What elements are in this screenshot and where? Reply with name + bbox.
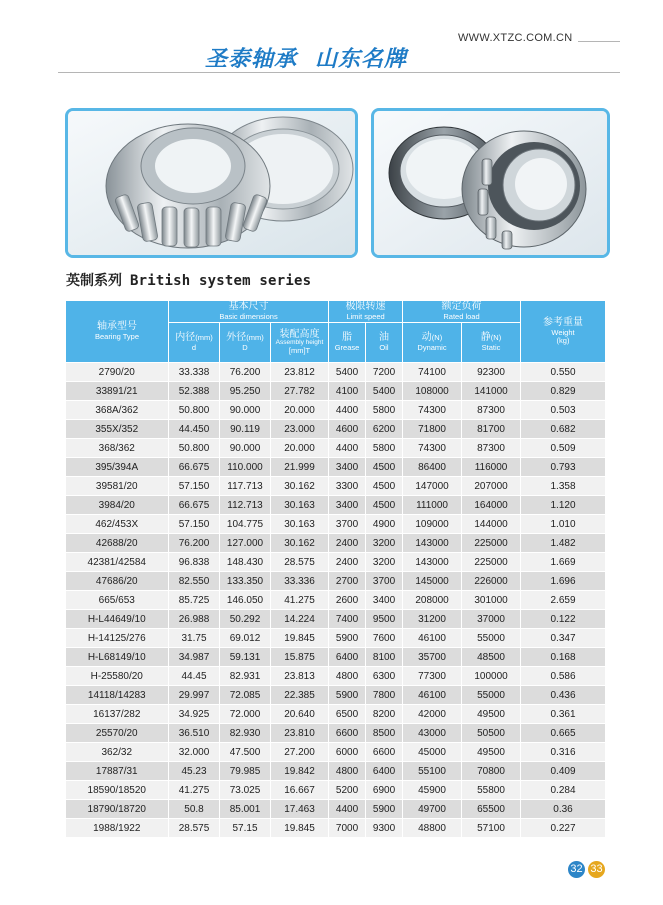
table-cell: 96.838 [169,553,220,572]
table-cell: 4100 [329,382,366,401]
table-cell: 0.436 [521,686,606,705]
table-cell: 41.275 [271,591,329,610]
table-cell: 301000 [462,591,521,610]
table-cell: 9500 [366,610,403,629]
table-cell: 5800 [366,439,403,458]
table-cell: 49500 [462,705,521,724]
table-cell: 208000 [403,591,462,610]
table-cell: 16137/282 [66,705,169,724]
table-cell: 145000 [403,572,462,591]
table-cell: 6300 [366,667,403,686]
page-number-right: 33 [588,861,605,878]
table-cell: 71800 [403,420,462,439]
table-cell: 47.500 [220,743,271,762]
table-cell: 5900 [366,800,403,819]
table-cell: 19.845 [271,819,329,838]
table-cell: 3400 [329,458,366,477]
table-cell: 0.168 [521,648,606,667]
table-cell: 1.358 [521,477,606,496]
table-cell: 42000 [403,705,462,724]
table-cell: 50.292 [220,610,271,629]
table-cell: 143000 [403,553,462,572]
table-cell: 17887/31 [66,762,169,781]
table-cell: 4800 [329,667,366,686]
table-cell: 3700 [329,515,366,534]
table-cell: 1988/1922 [66,819,169,838]
table-cell: 0.503 [521,401,606,420]
table-cell: 35700 [403,648,462,667]
table-cell: 5400 [329,363,366,382]
col-header-outer-diameter: 外径(mm) D [220,323,271,363]
table-cell: 87300 [462,439,521,458]
table-cell: 3200 [366,553,403,572]
table-cell: 59.131 [220,648,271,667]
table-cell: 74300 [403,401,462,420]
table-cell: 73.025 [220,781,271,800]
table-cell: 0.316 [521,743,606,762]
table-cell: 1.696 [521,572,606,591]
table-cell: 0.665 [521,724,606,743]
table-cell: 117.713 [220,477,271,496]
col-header-inner-diameter: 内径(mm) d [169,323,220,363]
table-cell: 144000 [462,515,521,534]
table-cell: 48800 [403,819,462,838]
table-cell: 6200 [366,420,403,439]
table-cell: 6000 [329,743,366,762]
table-cell: 1.482 [521,534,606,553]
table-cell: 57.15 [220,819,271,838]
table-cell: 4500 [366,477,403,496]
section-title [66,270,311,290]
table-cell: 0.122 [521,610,606,629]
table-cell: 66.675 [169,496,220,515]
table-cell: 52.388 [169,382,220,401]
table-cell: 2700 [329,572,366,591]
table-cell: 7800 [366,686,403,705]
table-cell: 2.659 [521,591,606,610]
table-cell: 44.450 [169,420,220,439]
table-cell: 72.085 [220,686,271,705]
table-cell: 81700 [462,420,521,439]
table-cell: 20.000 [271,439,329,458]
table-cell: 6400 [329,648,366,667]
table-cell: 46100 [403,629,462,648]
bearing-spec-table [65,300,606,838]
table-cell: 14.224 [271,610,329,629]
table-cell: 3400 [366,591,403,610]
table-cell: 23.813 [271,667,329,686]
table-cell: 23.000 [271,420,329,439]
table-cell: 5200 [329,781,366,800]
table-cell: 0.409 [521,762,606,781]
table-cell: 33.338 [169,363,220,382]
table-cell: 5900 [329,629,366,648]
table-cell: 27.782 [271,382,329,401]
table-cell: 4400 [329,401,366,420]
table-cell: 3984/20 [66,496,169,515]
table-cell: 47686/20 [66,572,169,591]
slogan-brand: 山东名牌 [315,46,408,72]
table-row [66,781,606,800]
table-cell: 7200 [366,363,403,382]
table-row [66,439,606,458]
table-row [66,363,606,382]
table-row [66,743,606,762]
table-cell: 4400 [329,800,366,819]
table-cell: 4500 [366,496,403,515]
table-cell: 4600 [329,420,366,439]
table-cell: 0.361 [521,705,606,724]
table-cell: 43000 [403,724,462,743]
table-cell: H-14125/276 [66,629,169,648]
table-cell: 21.999 [271,458,329,477]
table-cell: 18590/18520 [66,781,169,800]
table-cell: 0.829 [521,382,606,401]
table-cell: 395/394A [66,458,169,477]
page-number-left: 32 [568,861,585,878]
table-cell: 22.385 [271,686,329,705]
table-cell: 0.36 [521,800,606,819]
table-cell: 50.800 [169,401,220,420]
table-cell: 39581/20 [66,477,169,496]
table-cell: 104.775 [220,515,271,534]
table-cell: 0.227 [521,819,606,838]
table-row [66,724,606,743]
table-row [66,819,606,838]
table-cell: 8100 [366,648,403,667]
table-cell: 50.8 [169,800,220,819]
table-cell: 41.275 [169,781,220,800]
table-cell: 4900 [366,515,403,534]
table-cell: 45900 [403,781,462,800]
table-cell: 0.586 [521,667,606,686]
table-row [66,629,606,648]
table-cell: 74100 [403,363,462,382]
tapered-bearing-illustration [68,111,355,255]
table-cell: 76.200 [220,363,271,382]
table-cell: 6400 [366,762,403,781]
table-cell: 6600 [366,743,403,762]
table-cell: 23.810 [271,724,329,743]
table-cell: 55800 [462,781,521,800]
col-header-rated-load: 额定负荷 Rated load [403,301,521,323]
table-cell: 111000 [403,496,462,515]
table-cell: 2600 [329,591,366,610]
header-divider [58,72,620,73]
table-row [66,667,606,686]
table-cell: 49700 [403,800,462,819]
table-cell: 66.675 [169,458,220,477]
table-cell: 0.793 [521,458,606,477]
table-cell: 87300 [462,401,521,420]
table-cell: 0.347 [521,629,606,648]
table-cell: 36.510 [169,724,220,743]
table-cell: H-25580/20 [66,667,169,686]
table-cell: 95.250 [220,382,271,401]
table-cell: 108000 [403,382,462,401]
table-cell: 79.985 [220,762,271,781]
table-cell: 3300 [329,477,366,496]
table-row [66,420,606,439]
table-cell: 25570/20 [66,724,169,743]
table-cell: 0.550 [521,363,606,382]
col-header-dynamic-load: 动(N) Dynamic [403,323,462,363]
table-cell: 15.875 [271,648,329,667]
table-cell: 3200 [366,534,403,553]
table-row [66,553,606,572]
table-cell: 34.925 [169,705,220,724]
bearing-cup-cone-illustration [374,111,607,255]
table-row [66,382,606,401]
table-row [66,496,606,515]
table-cell: 50.800 [169,439,220,458]
table-row [66,477,606,496]
table-cell: 226000 [462,572,521,591]
table-cell: 55000 [462,629,521,648]
col-header-weight: 参考重量 Weight (kg) [521,301,606,363]
table-cell: 42688/20 [66,534,169,553]
table-row [66,572,606,591]
table-row [66,515,606,534]
table-cell: 9300 [366,819,403,838]
table-cell: 8500 [366,724,403,743]
table-cell: 462/453X [66,515,169,534]
table-cell: 74300 [403,439,462,458]
table-cell: 28.575 [271,553,329,572]
table-row [66,610,606,629]
table-cell: 4800 [329,762,366,781]
table-cell: 100000 [462,667,521,686]
table-cell: 20.000 [271,401,329,420]
table-cell: 29.997 [169,686,220,705]
table-cell: 1.669 [521,553,606,572]
table-cell: 6600 [329,724,366,743]
table-cell: 85.725 [169,591,220,610]
website-url: WWW.XTZC.COM.CN [458,32,573,44]
table-cell: 46100 [403,686,462,705]
table-row [66,800,606,819]
table-cell: 33.336 [271,572,329,591]
table-cell: 42381/42584 [66,553,169,572]
col-header-assembly-height: 装配高度 Assembly height [mm]T [271,323,329,363]
table-cell: 92300 [462,363,521,382]
table-cell: 146.050 [220,591,271,610]
table-cell: 6900 [366,781,403,800]
bearing-photo-right [371,108,610,258]
table-cell: 30.162 [271,534,329,553]
table-cell: 164000 [462,496,521,515]
table-cell: 82.930 [220,724,271,743]
table-cell: 16.667 [271,781,329,800]
table-cell: 30.163 [271,496,329,515]
table-cell: 7000 [329,819,366,838]
table-cell: 5800 [366,401,403,420]
table-cell: 31200 [403,610,462,629]
table-cell: 0.284 [521,781,606,800]
table-cell: 225000 [462,534,521,553]
brand-slogan [205,42,407,73]
section-title-zh: 英制系列 [66,273,122,289]
table-cell: 133.350 [220,572,271,591]
table-cell: H-L68149/10 [66,648,169,667]
table-cell: 127.000 [220,534,271,553]
table-cell: 34.987 [169,648,220,667]
table-cell: 225000 [462,553,521,572]
table-cell: 57100 [462,819,521,838]
bearing-photo-left [65,108,358,258]
table-row [66,591,606,610]
table-row [66,762,606,781]
table-cell: 0.509 [521,439,606,458]
table-cell: 20.640 [271,705,329,724]
table-cell: 17.463 [271,800,329,819]
table-cell: 14118/14283 [66,686,169,705]
col-header-grease: 脂 Grease [329,323,366,363]
table-cell: 28.575 [169,819,220,838]
col-header-limit-speed: 极限转速 Limit speed [329,301,403,323]
table-cell: 355X/352 [66,420,169,439]
table-cell: 55100 [403,762,462,781]
table-cell: 57.150 [169,515,220,534]
table-row [66,648,606,667]
col-header-static-load: 静(N) Static [462,323,521,363]
table-cell: 368/362 [66,439,169,458]
table-row [66,401,606,420]
table-cell: 143000 [403,534,462,553]
section-title-en: British system series [130,273,312,289]
table-cell: 33891/21 [66,382,169,401]
table-cell: 30.163 [271,515,329,534]
table-cell: 57.150 [169,477,220,496]
table-cell: 116000 [462,458,521,477]
table-row [66,458,606,477]
table-cell: 665/653 [66,591,169,610]
table-cell: 2400 [329,534,366,553]
table-cell: 4400 [329,439,366,458]
table-cell: 6500 [329,705,366,724]
table-cell: 49500 [462,743,521,762]
table-cell: 5900 [329,686,366,705]
table-cell: 5400 [366,382,403,401]
table-cell: 45.23 [169,762,220,781]
table-row [66,705,606,724]
table-cell: 26.988 [169,610,220,629]
table-cell: H-L44649/10 [66,610,169,629]
table-cell: 48500 [462,648,521,667]
table-cell: 90.000 [220,439,271,458]
table-cell: 90.000 [220,401,271,420]
table-cell: 27.200 [271,743,329,762]
table-cell: 31.75 [169,629,220,648]
table-cell: 141000 [462,382,521,401]
table-cell: 362/32 [66,743,169,762]
table-row [66,686,606,705]
table-cell: 112.713 [220,496,271,515]
table-cell: 30.162 [271,477,329,496]
table-row [66,534,606,553]
slogan-company: 圣泰轴承 [205,46,298,72]
table-cell: 19.842 [271,762,329,781]
col-header-oil: 油 Oil [366,323,403,363]
table-cell: 19.845 [271,629,329,648]
table-cell: 44.45 [169,667,220,686]
table-cell: 65500 [462,800,521,819]
col-header-bearing-type: 轴承型号 Bearing Type [66,301,169,363]
table-cell: 207000 [462,477,521,496]
table-cell: 70800 [462,762,521,781]
table-cell: 69.012 [220,629,271,648]
table-cell: 1.120 [521,496,606,515]
table-cell: 110.000 [220,458,271,477]
table-cell: 0.682 [521,420,606,439]
table-cell: 55000 [462,686,521,705]
table-cell: 82.550 [169,572,220,591]
table-cell: 3400 [329,496,366,515]
table-cell: 8200 [366,705,403,724]
table-cell: 23.812 [271,363,329,382]
table-cell: 7600 [366,629,403,648]
table-cell: 76.200 [169,534,220,553]
table-cell: 82.931 [220,667,271,686]
table-cell: 18790/18720 [66,800,169,819]
table-cell: 86400 [403,458,462,477]
table-cell: 4500 [366,458,403,477]
table-cell: 1.010 [521,515,606,534]
table-cell: 109000 [403,515,462,534]
table-cell: 50500 [462,724,521,743]
table-cell: 32.000 [169,743,220,762]
table-cell: 72.000 [220,705,271,724]
col-header-basic-dimensions: 基本尺寸 Basic dimensions [169,301,329,323]
table-cell: 37000 [462,610,521,629]
table-cell: 368A/362 [66,401,169,420]
table-cell: 2790/20 [66,363,169,382]
table-cell: 77300 [403,667,462,686]
table-cell: 3700 [366,572,403,591]
table-cell: 7400 [329,610,366,629]
table-cell: 45000 [403,743,462,762]
table-cell: 90.119 [220,420,271,439]
table-cell: 147000 [403,477,462,496]
header-divider-short [578,41,620,42]
table-cell: 85.001 [220,800,271,819]
table-cell: 148.430 [220,553,271,572]
table-cell: 2400 [329,553,366,572]
